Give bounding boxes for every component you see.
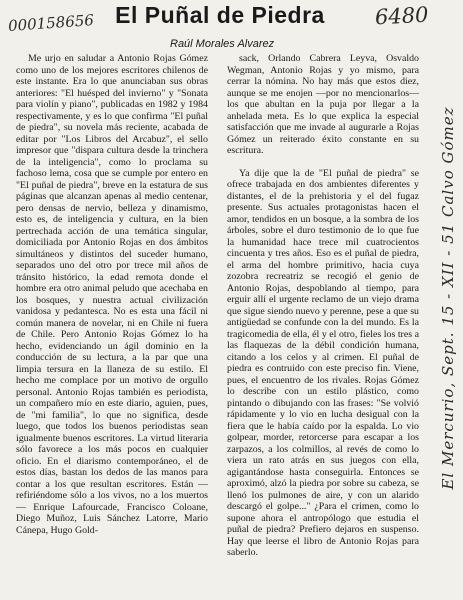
article-title: El Puñal de Piedra xyxy=(115,2,325,28)
archive-code-annotation: 000158656 xyxy=(7,11,95,35)
article-byline: Raúl Morales Alvarez xyxy=(170,38,275,50)
article-column-left xyxy=(16,53,208,536)
article-paragraph: sack, Orlando Cabrera Leyva, Osvaldo Wegman, Antonio Rojas y yo mismo, para cerrar la nómina. No hay más que estos diez, aunque se me enojen —por no mencionarlos— los que abultan en la puja por llegar a la anhelada meta. Es lo que explica la especial satisfacción que me invade al augurarle a Rojas Gómez un reiterado éxito constante en su escritura. xyxy=(227,53,419,156)
article-column-right xyxy=(227,53,419,559)
reference-number-annotation: 6480 xyxy=(374,2,430,30)
article-paragraph: Ya dije que la de "El puñal de piedra" se ofrece trabajada en dos ambientes diferentes y distantes, el de la prehistoria y el del fugaz presente. Sus actuales protagonistas hacen el amor, tendidos en un bosque, a la sombra de los árboles, sobre el duro testimonio de lo que fue la humanidad hace trece mil cuatrocientos cincuenta y tres años. Eso es el puñal de piedra, el arma del hombre primitivo, hacia cuya zozobra recreatriz se recogió el genio de Antonio Rojas, despoblando al tiempo, para erguir allí el urgente reclamo de un viejo drama que sigue siendo nuevo y perenne, pese a que su antigüedad se confunde con la del mundo. Es la tragicomedia de ella, él y el otro, fieles los tres a las flaquezas de la débil condición humana, citando a los celos y al crimen. El puñal de piedra es contruido con este preciso fin. Viene, pues, el encuentro de los rivales. Rojas Gómez lo describe con un estilo plástico, como pintando o dibujando con las frases: "Se volvió rápidamente y lo vio en lucha desigual con la fiera que le había caído por la espalda. Lo vio golpear, morder, retorcerse para escapar a los zarpazos, a los colmillos, al revés de como lo viera un rato atrás en sus juegos con ella, agigantándose hasta conseguirla. Entonces se aproximó, alzó la piedra por sobre su cabeza, se llenó los pulmones de aire, y con un alarido descargó el golpe..." ¿Para el crimen, como lo supone ahora el antropólogo que estudia el puñal de piedra? Prefiero dejaros en suspenso. Hay que leerse el libro de Antonio Rojas para saberlo. xyxy=(227,167,419,558)
article-paragraph: Me urjo en saludar a Antonio Rojas Gómez como uno de los mejores escritores chilenos de este instante. Era lo que anunciaban sus obras anteriores: "El huésped del invierno" y "Sonata para violín y piano", publicadas en 1982 y 1984 respectivamente, y es lo que confirma "El puñal de piedra", su novela más reciente, acabada de editar por "Los Libros del Arcabuz", el sello impresor que "dispara cultura desde la trinchera de la inteligencia", como lo proclama su fachoso lema, cosa que se cumple por entero en "El puñal de piedra", breve en la estatura de sus páginas que alcanzan apenas al medio centenar, pero densas de nervio, belleza y dinamismo, esto es, de inteligencia y cultura, en la bien pertrechada acción de una temática singular, domiciliada por Antonio Rojas en dos ámbitos simultáneos y distintos del suceder humano, separados uno del otro por trece mil años de tránsito histórico, la edad remota donde el hombre era otro animal peludo que acechaba en los bosques, y nuestra actual civilización vanidosa y pedantesca. No es esta una fácil ni común manera de novelar, ni en Chile ni fuera de Chile. Pero Antonio Rojas Gómez lo ha hecho, evidenciando un ágil dominio en la conducción de su lectura, a la par que una limpia tersura en la llaneza de su estilo. El hecho me complace por un motivo de orgullo personal. Antonio Rojas también es periodista, un compañero mío en este diario, aguien, pues, de "mi familia", lo que no significa, desde luego, que todos los buenos periodistas sean igualmente buenos escritores. La virtud literaria sólo favorece a los más pocos en cualquier oficio. En el diarismo contemporáneo, el de estos días, bastan los dedos de las manos para contar a los que resultan escritores. Están —refiriéndome sólo a los vivos, no a los muertos— Enrique Lafourcade, Francisco Coloane, Diego Muñoz, Luis Sánchez Latorre, Mario Cánepa, Hugo Gold- xyxy=(16,53,208,536)
margin-handwritten-note: El Mercurio, Sept. 15 - XII - 51 Calvo Gómez xyxy=(439,106,457,490)
